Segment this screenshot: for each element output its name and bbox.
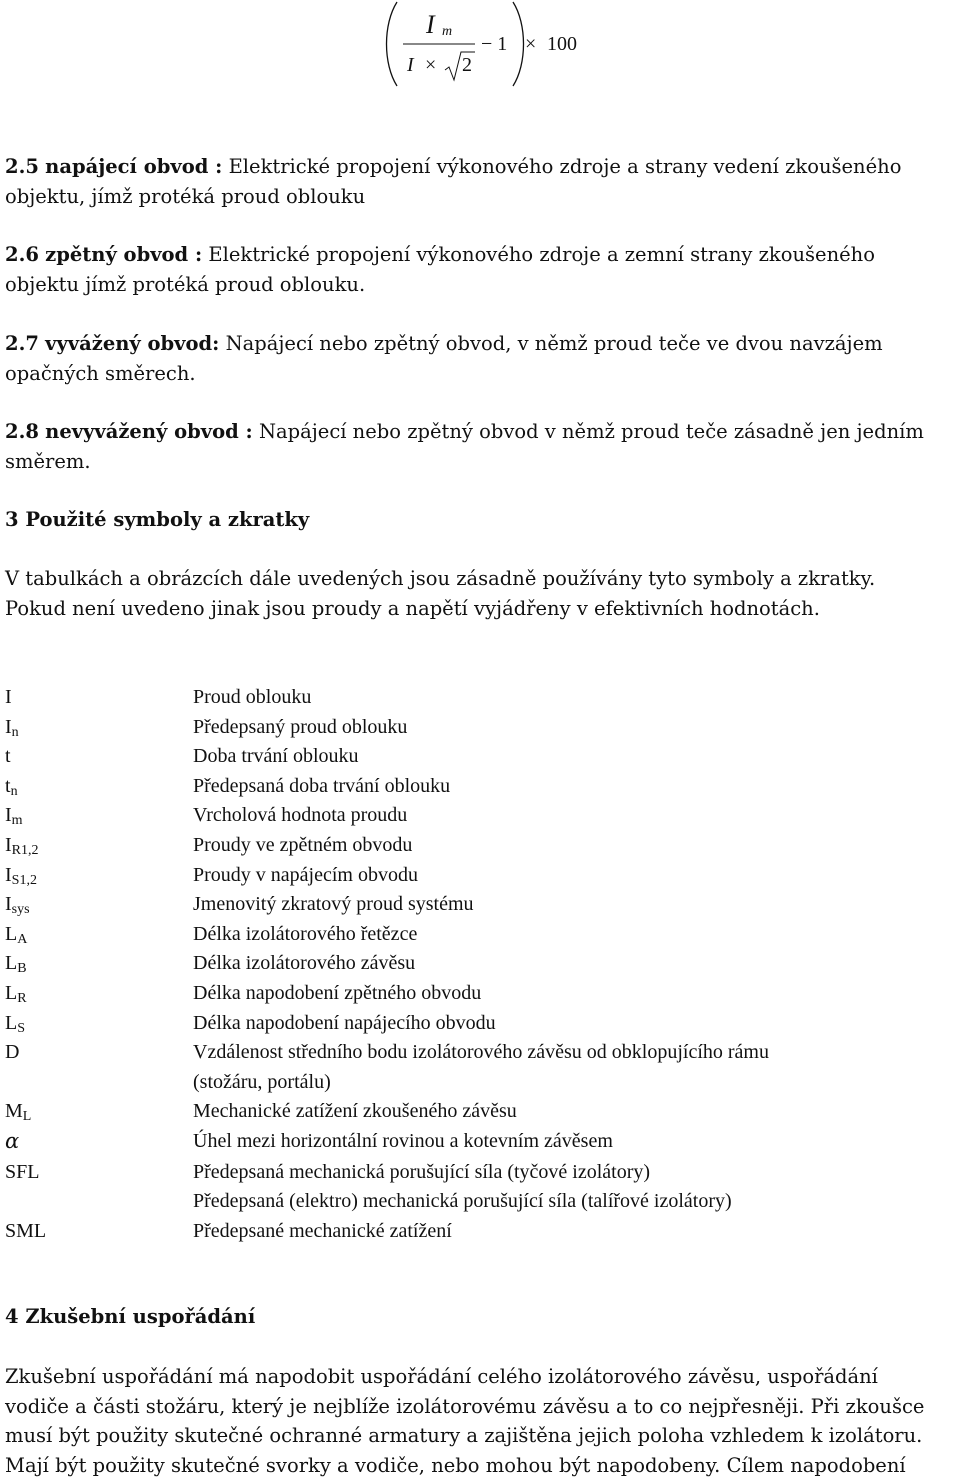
paragraph-line: musí být použity skutečné ochranné armatury a zajištěna jejich poloha vzhledem k izolátoru. <box>5 1424 923 1447</box>
symbol-description: Úhel mezi horizontální rovinou a kotevním závěsem <box>193 1129 613 1152</box>
symbol-description: (stožáru, portálu) <box>193 1070 331 1093</box>
symbol-base: D <box>5 1041 20 1064</box>
symbol-subscript: n <box>11 724 19 740</box>
section-4-paragraph <box>5 1362 955 1480</box>
symbol <box>5 1217 193 1247</box>
symbol-description: Proudy ve zpětném obvodu <box>193 833 413 856</box>
symbol-description: Délka izolátorového závěsu <box>193 952 416 975</box>
formula-numerator-sub: m <box>442 24 453 39</box>
symbol-base: L <box>5 981 18 1004</box>
symbol-row <box>5 831 955 861</box>
symbol-row <box>5 683 955 713</box>
symbol <box>5 920 193 950</box>
symbol-row <box>5 1038 955 1068</box>
definition-2-6 <box>5 240 955 299</box>
symbol <box>5 861 193 891</box>
symbol <box>5 772 193 802</box>
symbol <box>5 742 193 772</box>
symbol-row <box>5 979 955 1009</box>
symbol-description: Předepsaná (elektro) mechanická porušující síla (talířové izolátory) <box>193 1190 732 1213</box>
symbol-description: Proudy v napájecím obvodu <box>193 863 418 886</box>
paragraph-line: Zkušební uspořádání má napodobit uspořádání celého izolátorového závěsu, uspořádání <box>5 1365 878 1388</box>
symbol <box>5 683 193 713</box>
symbol <box>5 1187 193 1217</box>
symbol-row <box>5 772 955 802</box>
definition-text-cont: směrem. <box>5 449 91 473</box>
symbol-base: I <box>5 804 12 827</box>
symbol-base: t <box>5 745 11 768</box>
symbol-row <box>5 742 955 772</box>
paragraph-line: Mají být použity skutečné svorky a vodiče, nebo mohou být napodobeny. Cílem napodobení <box>5 1453 906 1477</box>
symbol-description: Doba trvání oblouku <box>193 745 359 768</box>
definition-term: napájecí obvod : <box>45 155 223 178</box>
symbol <box>5 1158 193 1188</box>
paragraph-line: vodiče a části stožáru, který je nejblíže izolátorovému závěsu a to co nejpřesněji. Při zkoušce <box>5 1394 925 1418</box>
formula-numerator: I <box>426 10 435 39</box>
definition-text: Elektrické propojení výkonového zdroje a strany vedení zkoušeného <box>228 155 902 178</box>
formula-times-2: × <box>525 33 537 55</box>
symbol-base: SFL <box>5 1160 40 1183</box>
symbol <box>5 1097 193 1127</box>
symbol-base: SML <box>5 1219 47 1242</box>
definition-number: 2.6 <box>5 243 39 266</box>
formula <box>375 0 595 88</box>
symbol-base: L <box>5 922 18 945</box>
symbol-base: I <box>5 863 12 886</box>
definition-text-cont: objektu jímž protéká proud oblouku. <box>5 272 366 296</box>
symbol-description: Jmenovitý zkratový proud systému <box>193 893 474 916</box>
section-3-intro <box>5 564 955 623</box>
intro-line-1: V tabulkách a obrázcích dále uvedených jsou zásadně používány tyto symboly a zkratky. <box>5 567 876 590</box>
symbol-description: Délka napodobení napájecího obvodu <box>193 1011 496 1034</box>
definition-term: vyvážený obvod: <box>45 332 220 355</box>
symbol-row <box>5 890 955 920</box>
definition-number: 2.7 <box>5 332 39 355</box>
definition-2-7 <box>5 329 955 388</box>
symbol <box>5 1127 193 1158</box>
intro-line-2: Pokud není uvedeno jinak jsou proudy a napětí vyjádřeny v efektivních hodnotách. <box>5 596 820 620</box>
symbol-description: Předepsaná doba trvání oblouku <box>193 774 451 797</box>
symbols-table <box>5 683 955 1246</box>
symbol-row <box>5 713 955 743</box>
symbol-description: Vrcholová hodnota proudu <box>193 804 408 827</box>
symbol-description: Proud oblouku <box>193 686 312 708</box>
symbol-row <box>5 1187 955 1217</box>
symbol-subscript: L <box>22 1109 32 1125</box>
formula-hundred: 100 <box>547 33 577 55</box>
definition-text-cont: objektu, jímž protéká proud oblouku <box>5 184 366 208</box>
symbol-subscript: sys <box>11 902 30 918</box>
symbol-row <box>5 861 955 891</box>
symbol-base: M <box>5 1100 23 1123</box>
symbol-subscript: n <box>10 783 18 799</box>
definition-number: 2.8 <box>5 420 39 443</box>
section-3-heading: 3 Použité symboly a zkratky <box>5 508 310 531</box>
symbol-subscript: S <box>17 1020 26 1036</box>
symbol-subscript: R <box>17 990 27 1006</box>
definition-text: Napájecí nebo zpětný obvod v němž proud teče zásadně jen jedním <box>258 420 924 443</box>
symbol-row <box>5 1127 955 1158</box>
symbol-base: I <box>5 893 12 916</box>
symbol-base: I <box>5 686 12 708</box>
symbol-row <box>5 801 955 831</box>
symbol <box>5 979 193 1009</box>
symbol-row <box>5 1009 955 1039</box>
section-4-heading: 4 Zkušební uspořádání <box>5 1305 256 1328</box>
symbol <box>5 890 193 920</box>
definition-2-5 <box>5 152 955 211</box>
symbol-base: L <box>5 952 18 975</box>
symbol-row <box>5 1158 955 1188</box>
definition-term: zpětný obvod : <box>45 243 203 266</box>
symbol-subscript: S1,2 <box>11 872 37 888</box>
symbol <box>5 1009 193 1039</box>
symbol-base: t <box>5 774 11 797</box>
symbol-row <box>5 920 955 950</box>
symbol-description: Předepsané mechanické zatížení <box>193 1219 452 1242</box>
symbol-description: Délka izolátorového řetězce <box>193 922 418 945</box>
symbol-subscript: B <box>17 961 27 977</box>
formula-sqrt-arg: 2 <box>462 54 472 76</box>
symbol-description: Délka napodobení zpětného obvodu <box>193 981 482 1004</box>
symbol-row <box>5 1217 955 1247</box>
symbol <box>5 713 193 743</box>
symbol <box>5 831 193 861</box>
formula-times-1: × <box>425 54 437 76</box>
symbol-base: α <box>5 1128 20 1153</box>
symbol <box>5 949 193 979</box>
symbol-base: I <box>5 833 12 856</box>
symbol-base: L <box>5 1011 18 1034</box>
definition-text-cont: opačných směrech. <box>5 361 196 385</box>
definition-2-8 <box>5 417 955 476</box>
symbol-subscript: m <box>11 813 23 829</box>
symbol <box>5 1038 193 1068</box>
formula-minus-one: − 1 <box>481 33 508 55</box>
symbol-row <box>5 1068 955 1098</box>
symbol <box>5 1068 193 1098</box>
definition-text: Elektrické propojení výkonového zdroje a zemní strany zkoušeného <box>208 243 875 266</box>
definition-number: 2.5 <box>5 155 39 178</box>
definition-term: nevyvážený obvod : <box>45 420 253 443</box>
symbol <box>5 801 193 831</box>
symbol-subscript: A <box>17 931 28 947</box>
symbol-description: Předepsaná mechanická porušující síla (tyčové izolátory) <box>193 1160 651 1183</box>
symbol-description: Vzdálenost středního bodu izolátorového závěsu od obklopujícího rámu <box>193 1041 769 1064</box>
symbol-row <box>5 1097 955 1127</box>
symbol-description: Mechanické zatížení zkoušeného závěsu <box>193 1100 517 1123</box>
symbol-description: Předepsaný proud oblouku <box>193 715 408 738</box>
definition-text: Napájecí nebo zpětný obvod, v němž proud teče ve dvou navzájem <box>225 332 883 355</box>
symbol-row <box>5 949 955 979</box>
symbol-base: I <box>5 715 12 738</box>
formula-denominator-i: I <box>407 54 414 76</box>
symbol-subscript: R1,2 <box>11 842 39 858</box>
